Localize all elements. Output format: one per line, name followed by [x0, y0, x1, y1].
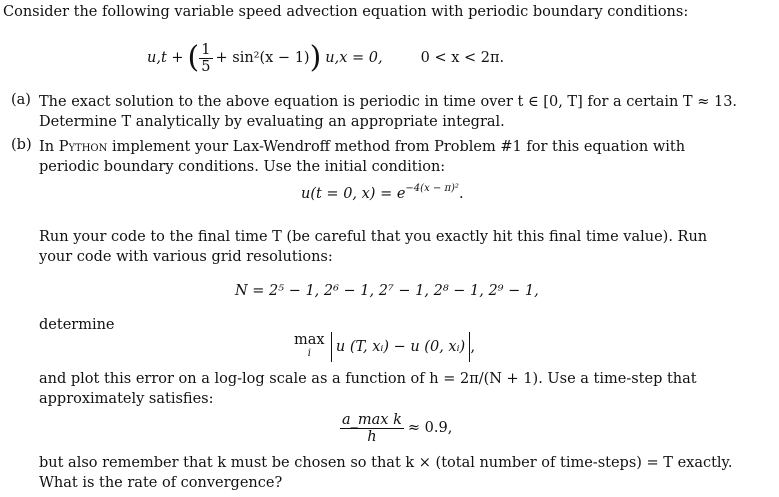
determine-word: determine	[39, 317, 115, 333]
eq-fraction: $\frac{1}{5}$	[201, 41, 211, 75]
part-b-line1: In Python implement your Lax-Wendroff method from Problem #1 for this equation with	[39, 139, 686, 155]
run-text	[39, 227, 729, 267]
abs-bar-left	[331, 332, 332, 362]
plot-line1: and plot this error on a log-log scale as a function of h = 2π/(N + 1). Use a time-step that	[39, 371, 697, 387]
plot-text	[39, 369, 729, 409]
intro-text: Consider the following variable speed advection equation with periodic boundary conditions:	[3, 4, 689, 20]
final-line1: but also remember that k must be chosen so that k × (total number of time-steps) = T exactly.	[39, 455, 733, 471]
cfl-fraction: $\frac{\text{a\_max k}}{h}$	[342, 411, 402, 445]
plot-line2: approximately satisfies:	[39, 391, 214, 407]
part-a-body	[39, 92, 738, 132]
part-b-body	[39, 137, 729, 177]
part-a-line2: Determine T analytically by evaluating an appropriate integral.	[39, 114, 505, 130]
part-a-label: (a)	[11, 92, 31, 108]
main-equation: u,t + ( $\frac{1}{5}$ + sin²(x − 1) ) u,x = 0, 0 < x < 2π.	[147, 40, 505, 75]
run-line1: Run your code to the final time T (be careful that you exactly hit this final time value). Run	[39, 229, 708, 245]
error-expression: max i u (T, xᵢ) − u (0, xᵢ) ,	[294, 330, 475, 364]
cfl-condition: $\frac{\text{a\_max k}}{h}$ ≈ 0.9,	[342, 411, 453, 445]
max-operator: max i	[294, 332, 325, 359]
eq-right: u,x = 0,	[325, 50, 383, 66]
error-inner: u (T, xᵢ) − u (0, xᵢ)	[335, 339, 466, 355]
final-text	[39, 453, 733, 493]
final-line2: What is the rate of convergence?	[39, 475, 283, 491]
part-a-line1: The exact solution to the above equation is periodic in time over t ∈ [0, T] for a certain T ≈ 13.	[39, 94, 738, 110]
eq-middle: + sin²(x − 1)	[215, 50, 310, 66]
part-b-label: (b)	[11, 137, 32, 153]
grid-resolutions: N = 2⁵ − 1, 2⁶ − 1, 2⁷ − 1, 2⁸ − 1, 2⁹ − 1,	[235, 283, 539, 299]
ic-exponent: −4(x − π)²	[405, 183, 459, 194]
python-word: Python	[58, 139, 108, 155]
initial-condition: u(t = 0, $x) = e^{-4(x - \pi)^2}$.	[301, 183, 464, 202]
eq-left: u,t +	[147, 50, 184, 66]
run-line2: your code with various grid resolutions:	[39, 249, 333, 265]
eq-domain: 0 < x < 2π.	[420, 50, 505, 66]
part-b-line2: periodic boundary conditions. Use the initial condition:	[39, 159, 446, 175]
